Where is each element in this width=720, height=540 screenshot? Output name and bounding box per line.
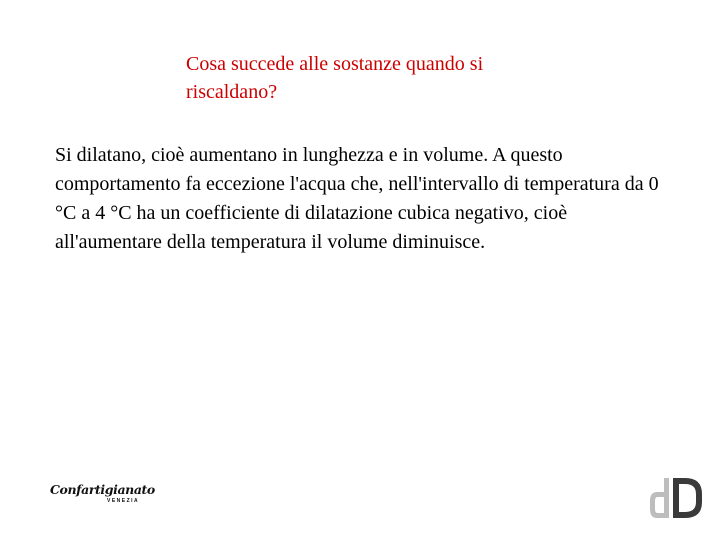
dd-logo-svg [648, 470, 704, 522]
slide-question: Cosa succede alle sostanze quando si riscaldano? [186, 53, 484, 103]
confartigianato-logo-subtext: VENEZIA [107, 498, 140, 504]
confartigianato-logo-text: Confartigianato [50, 482, 155, 497]
dd-logo-icon [648, 470, 704, 522]
slide-answer: Si dilatano, cioè aumentano in lunghezza e in volume. A questo comportamento fa eccezione l'acqua che, nell'intervallo di temperatura da 0 °C a 4 °C ha un coefficiente di dilatazione cubica negativo, cioè all'aumentare della temperatura il volume diminuisce. [55, 144, 659, 253]
confartigianato-logo [50, 482, 160, 512]
